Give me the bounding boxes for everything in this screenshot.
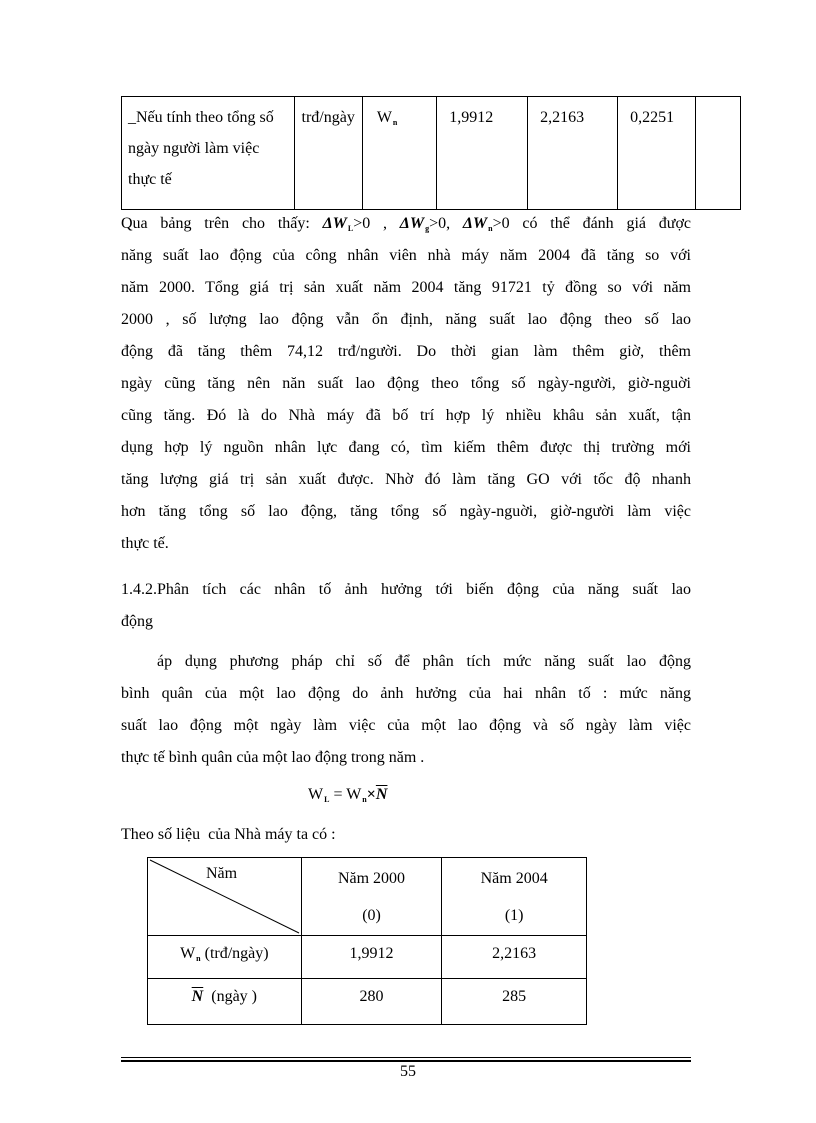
row-value-2004: 2,2163: [528, 97, 618, 210]
paragraph-line: 2000 , số lượng lao động vẫn ổn định, năng suất lao động theo số lao: [121, 311, 691, 328]
table-caption: Theo số liệu của Nhà máy ta có :: [121, 826, 336, 843]
row-value-2000: 1,9912: [437, 97, 528, 210]
paragraph-line: dụng hợp lý nguồn nhân lực đang có, tìm kiếm thêm được thị trường mới: [121, 439, 691, 456]
row-symbol: $W_n$: [362, 97, 436, 210]
analysis-paragraph: [121, 208, 691, 560]
table-row: [122, 97, 741, 210]
row-description: _Nếu tính theo tổng số ngày người làm việc thực tế: [122, 97, 295, 210]
paragraph-line: thực tế.: [121, 535, 169, 552]
table-row: [148, 979, 587, 1025]
paragraph-line: năm 2000. Tổng giá trị sản xuất năm 2004 tăng 91721 tỷ đồng so với năm: [121, 279, 691, 296]
table-cell: 2,2163: [442, 936, 587, 979]
paragraph-line: động đã tăng thêm 74,12 trđ/người. Do thời gian làm thêm giờ, thêm: [121, 343, 691, 360]
factor-table: [147, 857, 587, 1025]
paragraph-line: hơn tăng tổng số lao động, tăng tổng số ngày-nguời, giờ-người làm việc: [121, 503, 691, 520]
paragraph-line: bình quân của một lao động do ảnh hưởng của hai nhân tố : mức năng: [121, 685, 691, 702]
table-header-row: [148, 858, 587, 936]
paragraph-line: áp dụng phương pháp chỉ số để phân tích mức năng suất lao động: [157, 653, 691, 670]
row-extra: [695, 97, 740, 210]
row-unit: trđ/ngày: [294, 97, 362, 210]
productivity-formula: $W_L = W_n\times\overline{N}$: [308, 786, 388, 804]
productivity-table-fragment: [121, 96, 741, 210]
table-cell: 280: [301, 979, 442, 1025]
paragraph-line: tăng lượng giá trị sản xuất được. Nhờ đó làm tăng GO với tốc độ nhanh: [121, 471, 691, 488]
diagonal-header-cell: Năm: [148, 858, 302, 936]
column-header-2004: Năm 2004 (1): [442, 858, 587, 936]
paragraph-line: thực tế bình quân của một lao động trong năm .: [121, 749, 425, 766]
row-difference: 0,2251: [618, 97, 695, 210]
paragraph-line: suất lao động một ngày làm việc của một lao động và số ngày làm việc: [121, 717, 691, 734]
table-cell: 285: [442, 979, 587, 1025]
row-label: $W_n$ (trđ/ngày): [148, 936, 302, 979]
section-heading: 1.4.2.Phân tích các nhân tố ảnh hưởng tới biến động của năng suất lao động: [121, 581, 691, 630]
method-paragraph: [121, 646, 691, 774]
footer-rule: [121, 1057, 691, 1058]
page-number: 55: [400, 1063, 416, 1080]
paragraph-line: Qua bảng trên cho thấy: $\Delta W_L>0$ , $\Delta W_g>0$, $\Delta W_n>0$ có thể đánh giá được: [121, 215, 692, 233]
paragraph-line: ngày cũng tăng nên năn suất lao động theo tổng số ngày-người, giờ-nguời: [121, 375, 691, 392]
table-row: [148, 936, 587, 979]
footer-rule-thick: [121, 1060, 691, 1062]
paragraph-line: năng suất lao động của công nhân viên nhà máy năm 2004 đã tăng so với: [121, 247, 691, 264]
table-cell: 1,9912: [301, 936, 442, 979]
paragraph-line: cũng tăng. Đó là do Nhà máy đã bố trí hợp lý nhiều khâu sản xuất, tận: [121, 407, 691, 424]
row-label: $\overline{N}$ (ngày ): [148, 979, 302, 1025]
column-header-2000: Năm 2000 (0): [301, 858, 442, 936]
